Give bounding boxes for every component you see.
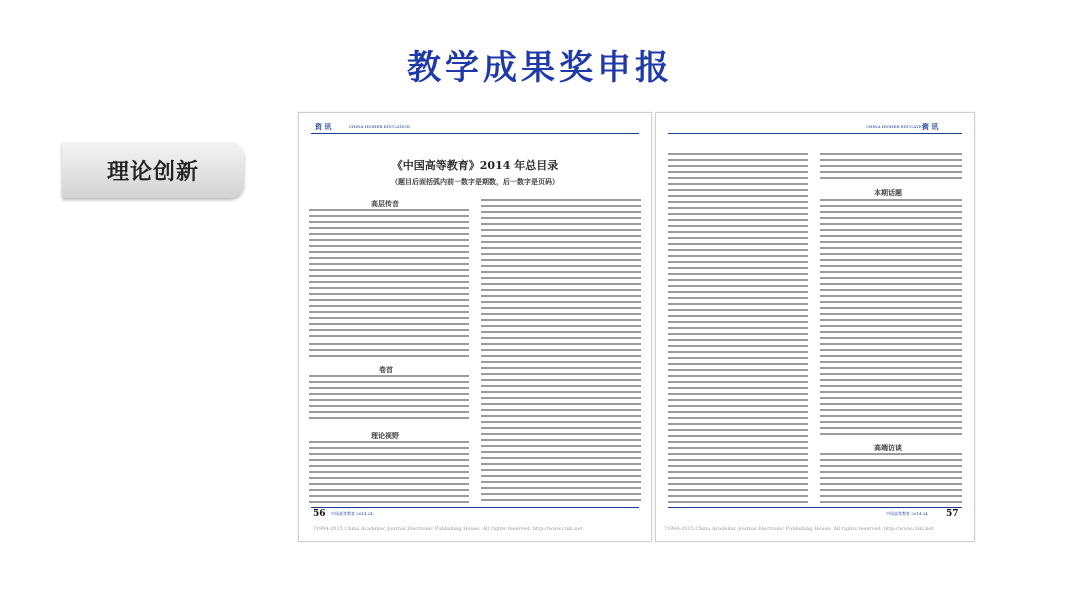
section-heading: 卷首 [379, 365, 393, 374]
toc-entries-block [309, 441, 469, 503]
section-heading: 本期话题 [874, 188, 902, 197]
page-header-tag: 资 讯 [315, 122, 332, 131]
section-tag: 理论创新 [62, 142, 244, 198]
slide-title: 教学成果奖申报 [407, 48, 673, 88]
toc-entries-block [481, 199, 641, 503]
toc-entries-block [820, 153, 962, 183]
toc-subtitle: （题目后面括弧内前一数字是期数，后一数字是页码） [391, 177, 559, 186]
toc-entries-block [309, 209, 469, 339]
section-heading: 高层传音 [371, 199, 399, 208]
page-number: 56 [313, 509, 326, 519]
toc-entries-block [820, 199, 962, 439]
copyright-line: ?1994-2015 China Academic Journal Electronic Publishing House. All rights reserved. http://www.cnki.net [664, 526, 934, 532]
section-heading: 理论视野 [371, 431, 399, 440]
page-header-rule [311, 133, 639, 134]
page-footer-caption: 中国高等教育 2014.24 [886, 511, 928, 516]
page-header-rule [668, 133, 962, 134]
section-heading: 高端访谈 [874, 443, 902, 452]
page-footer-rule [311, 507, 639, 508]
page-number: 57 [946, 509, 959, 519]
toc-entries-block [309, 343, 469, 361]
page-header-en: CHINA HIGHER EDUCATION [866, 124, 927, 129]
page-footer-caption: 中国高等教育 2014.24 [331, 511, 373, 516]
page-header-en: CHINA HIGHER EDUCATION [349, 124, 410, 129]
toc-title: 《中国高等教育》2014 年总目录 [391, 159, 559, 172]
toc-entries-block [309, 375, 469, 421]
document-page-left [298, 112, 652, 542]
page-footer-rule [668, 507, 962, 508]
document-page-right [655, 112, 975, 542]
toc-entries-block [668, 153, 808, 503]
toc-entries-block [820, 453, 962, 503]
page-header-tag: 资 讯 [922, 122, 939, 131]
copyright-line: ?1994-2015 China Academic Journal Electronic Publishing House. All rights reserved. http://www.cnki.net [313, 526, 583, 532]
